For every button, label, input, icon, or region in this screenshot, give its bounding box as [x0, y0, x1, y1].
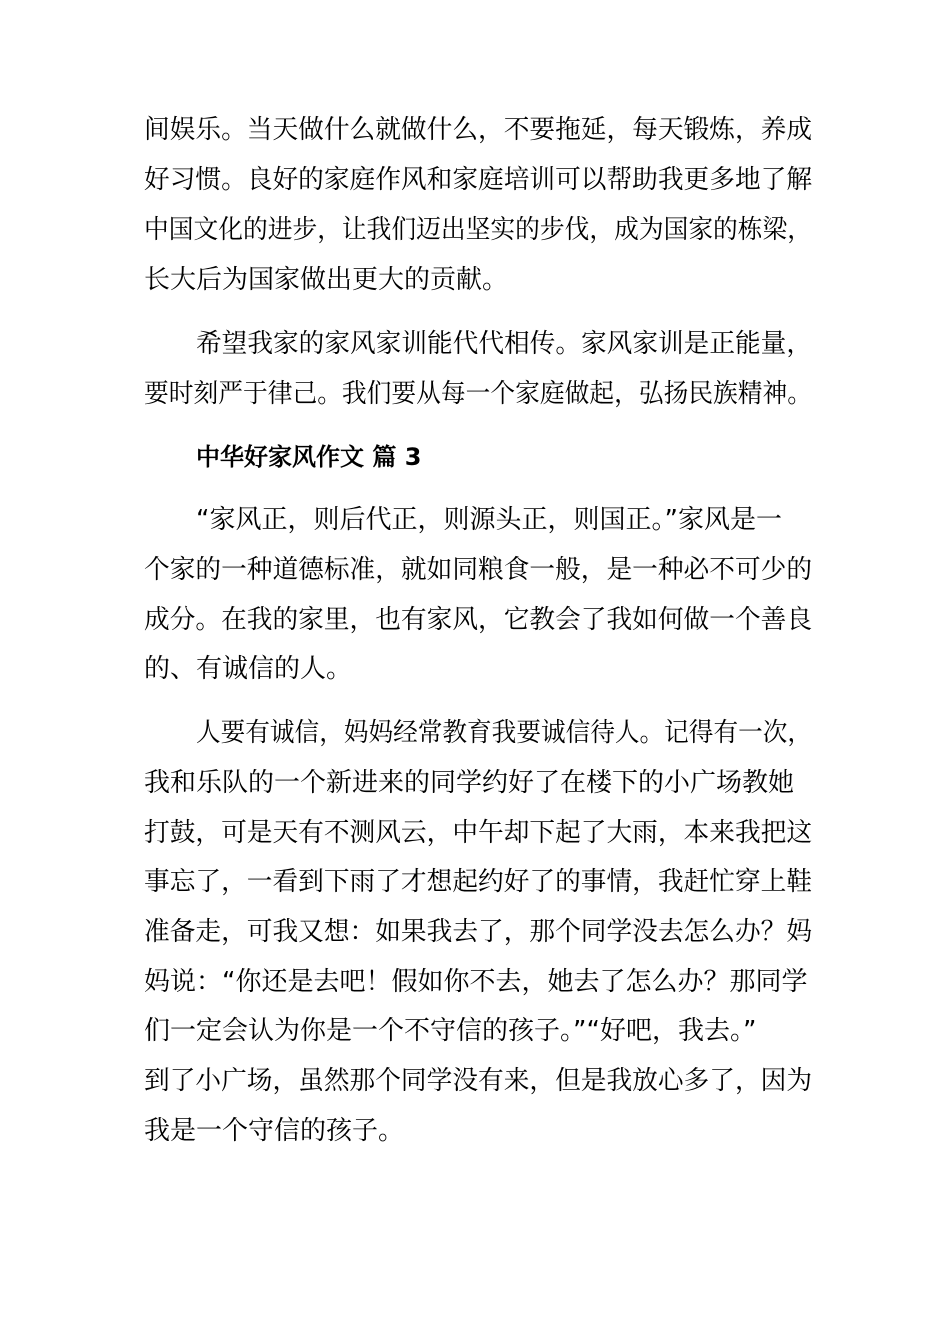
paragraph-line: 打鼓，可是天有不测风云，中午却下起了大雨，本来我把这 — [144, 818, 813, 848]
paragraph-line: 我是一个守信的孩子。 — [144, 1116, 405, 1146]
paragraph-line: 事忘了，一看到下雨了才想起约好了的事情，我赶忙穿上鞋 — [144, 867, 813, 897]
paragraph-line: 到了小广场，虽然那个同学没有来，但是我放心多了，因为 — [144, 1066, 813, 1096]
paragraph-line: 我和乐队的一个新进来的同学约好了在楼下的小广场教她 — [144, 768, 795, 798]
paragraph-line: 们一定会认为你是一个不守信的孩子。”“好吧，我去。” — [144, 1016, 757, 1046]
section-heading: 中华好家风作文 篇 3 — [196, 443, 422, 471]
paragraph-line: 长大后为国家做出更大的贡献。 — [144, 265, 509, 295]
paragraph-line: 好习惯。良好的家庭作风和家庭培训可以帮助我更多地了解 — [144, 165, 813, 195]
paragraph-line: 人要有诚信，妈妈经常教育我要诚信待人。记得有一次， — [196, 718, 813, 748]
paragraph-line: 中国文化的进步，让我们迈出坚实的步伐，成为国家的栋梁， — [144, 215, 813, 245]
paragraph-line: 要时刻严于律己。我们要从每一个家庭做起，弘扬民族精神。 — [144, 379, 813, 409]
paragraph-line: 成分。在我的家里，也有家风，它教会了我如何做一个善良 — [144, 605, 813, 635]
paragraph-line: 个家的一种道德标准，就如同粮食一般，是一种必不可少的 — [144, 555, 813, 585]
paragraph-line: 准备走，可我又想：如果我去了，那个同学没去怎么办？妈 — [144, 917, 813, 947]
paragraph-line: 的、有诚信的人。 — [144, 654, 353, 684]
paragraph-line: “家风正，则后代正，则源头正，则国正。”家风是一 — [196, 505, 782, 535]
paragraph-line: 间娱乐。当天做什么就做什么，不要拖延，每天锻炼，养成 — [144, 115, 813, 145]
paragraph-line: 希望我家的家风家训能代代相传。家风家训是正能量， — [196, 329, 813, 359]
paragraph-line: 妈说：“你还是去吧！假如你不去，她去了怎么办？那同学 — [144, 967, 808, 997]
